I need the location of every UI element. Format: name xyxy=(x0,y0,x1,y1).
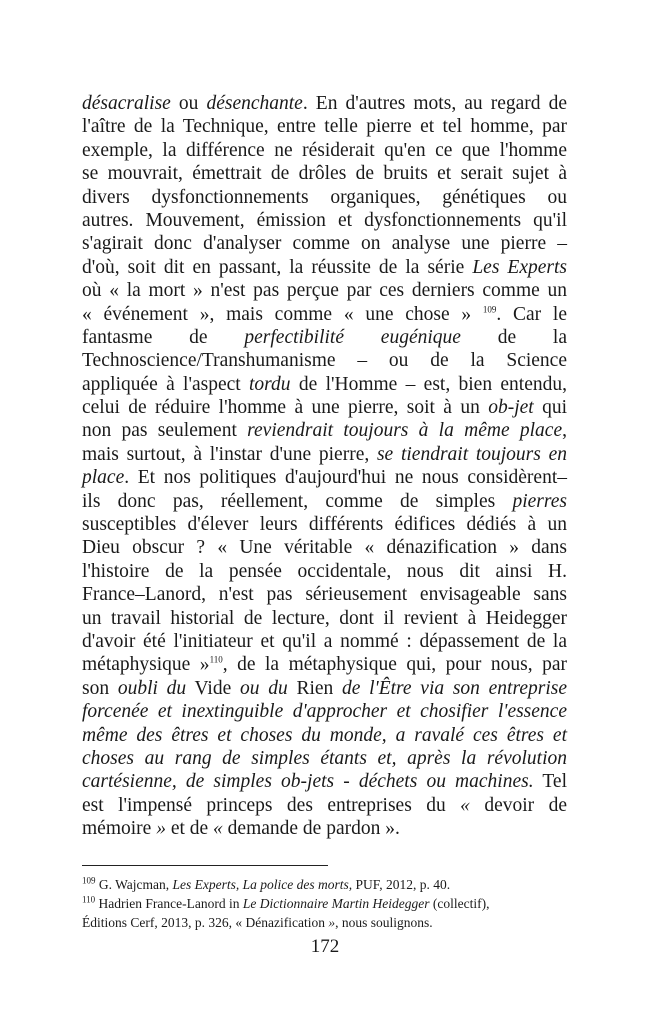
text-run: Tel xyxy=(533,771,567,793)
italic-text-run: désacralise xyxy=(82,93,171,114)
text-run: l'aître de la Technique, entre telle pierre et tel homme, par xyxy=(82,116,567,138)
text-run: s'agirait donc d'analyser comme on analyse une pierre – xyxy=(82,233,567,255)
text-line xyxy=(82,396,567,419)
text-line xyxy=(82,419,567,442)
text-line xyxy=(82,817,567,840)
italic-text-run: oubli du xyxy=(117,677,187,699)
text-line xyxy=(82,607,567,630)
italic-text-run: ob-jet xyxy=(488,397,534,419)
italic-text-run: « xyxy=(213,818,223,840)
text-line xyxy=(82,232,567,255)
text-run: (collectif), xyxy=(429,896,490,911)
text-run: de l'Homme – est, bien entendu, xyxy=(290,373,567,395)
text-run: qui xyxy=(533,397,568,419)
text-line xyxy=(82,162,567,185)
text-run: appliquée à l'aspect xyxy=(82,373,250,395)
text-run: son xyxy=(82,677,118,699)
text-line xyxy=(82,326,567,349)
italic-text-run: Le Dictionnaire Martin Heidegger xyxy=(242,896,430,911)
text-run: . Car le xyxy=(496,303,567,325)
text-run: . En d'autres mots, au regard de xyxy=(302,93,567,114)
text-line xyxy=(82,373,567,396)
text-run: Hadrien France-Lanord in xyxy=(95,896,243,911)
italic-text-run: forcenée et inextinguible d'approcher et chosifier l'essence xyxy=(82,701,567,723)
text-run: exemple, la différence ne résiderait qu'en ce que l'homme xyxy=(82,139,567,161)
text-line xyxy=(82,747,567,770)
text-run: se mouvrait, émettrait de drôles de bruits et serait sujet à xyxy=(82,163,567,185)
text-line xyxy=(82,630,567,653)
italic-text-run: de l'Être via son entreprise xyxy=(342,677,567,699)
text-run: PUF, 2012, p. 40. xyxy=(352,877,451,892)
text-line xyxy=(82,677,567,700)
italic-text-run: » xyxy=(328,915,336,930)
text-run: mais surtout, à l'instar d'une pierre, xyxy=(82,443,377,465)
text-run: Éditions Cerf, 2013, p. 326, « Dénazification xyxy=(82,915,329,930)
footnote-continuation xyxy=(82,913,567,932)
text-line xyxy=(82,139,567,162)
text-run: mémoire xyxy=(82,818,157,840)
footnote-110 xyxy=(82,894,567,913)
text-run: métaphysique » xyxy=(82,654,210,676)
footnote-reference: 109 xyxy=(482,304,497,315)
text-line xyxy=(82,92,567,115)
text-run: devoir de xyxy=(469,794,567,816)
text-line xyxy=(82,115,567,138)
text-line xyxy=(82,490,567,513)
text-line xyxy=(82,724,567,747)
text-line xyxy=(82,303,567,326)
text-line xyxy=(82,466,567,489)
text-line xyxy=(82,583,567,606)
text-run: un travail historial de lecture, dont il revient à Heidegger xyxy=(82,607,567,629)
text-run: d'avoir été l'initiateur et qu'il a nommé : dépassement de la xyxy=(82,630,567,652)
italic-text-run: se tiendrait toujours en xyxy=(376,443,568,465)
main-text-block xyxy=(82,92,567,841)
text-run: autres. Mouvement, émission et dysfonctionnements qu'il xyxy=(82,209,567,231)
text-line xyxy=(82,186,567,209)
italic-text-run: reviendrait toujours à la même place xyxy=(247,420,563,442)
footnote-109 xyxy=(82,875,567,894)
text-run: Technoscience/Transhumanisme – ou de la Science xyxy=(82,350,567,372)
text-line xyxy=(82,536,567,559)
text-run: susceptibles d'élever leurs différents édifices dédiés à un xyxy=(82,514,567,536)
text-run: ou xyxy=(170,93,207,114)
page-number: 172 xyxy=(310,936,340,957)
footnote-reference: 110 xyxy=(209,654,223,665)
text-run: et de xyxy=(165,818,214,840)
text-run: , nous soulignons. xyxy=(335,915,433,930)
text-line xyxy=(82,653,567,676)
italic-text-run: « xyxy=(460,794,470,816)
text-run: où « la mort » n'est pas perçue par ces derniers comme un xyxy=(82,280,567,302)
text-line xyxy=(82,560,567,583)
text-line xyxy=(82,770,567,793)
text-line xyxy=(82,279,567,302)
italic-text-run: Les Experts xyxy=(472,256,567,278)
text-line xyxy=(82,794,567,817)
text-run: d'où, soit dit en passant, la réussite de la série xyxy=(82,256,473,278)
text-run: l'histoire de la pensée occidentale, nous dit ainsi H. xyxy=(82,560,567,582)
text-run: demande de pardon ». xyxy=(222,818,400,840)
text-run: , xyxy=(562,420,567,442)
text-run: Vide xyxy=(186,677,240,699)
text-line xyxy=(82,513,567,536)
text-run: Rien xyxy=(287,677,342,699)
text-run: divers dysfonctionnements organiques, génétiques ou xyxy=(82,186,567,208)
italic-text-run: ou du xyxy=(239,677,288,699)
text-run: ils donc pas, réellement, comme de simples xyxy=(82,490,513,512)
italic-text-run: place xyxy=(82,467,125,489)
text-run: , de la métaphysique qui, pour nous, par xyxy=(222,654,568,676)
text-run: France–Lanord, n'est pas sérieusement envisageable sans xyxy=(82,584,567,606)
footnotes xyxy=(82,875,567,932)
text-run: . Et nos politiques d'aujourd'hui ne nous considèrent– xyxy=(124,467,567,489)
italic-text-run: choses au rang de simples étants et, après la révolution xyxy=(82,747,567,769)
text-run: « événement », mais comme « une chose » xyxy=(82,303,483,325)
text-line xyxy=(82,443,567,466)
text-run: est l'impensé princeps des entreprises du xyxy=(82,794,461,816)
italic-text-run: Les Experts, La police des morts, xyxy=(172,877,353,892)
footnote-separator xyxy=(82,865,328,866)
text-run: non pas seulement xyxy=(82,420,248,442)
footnote-number: 110 xyxy=(82,894,96,905)
italic-text-run: pierres xyxy=(512,490,567,512)
text-line xyxy=(82,209,567,232)
text-line xyxy=(82,349,567,372)
italic-text-run: » xyxy=(156,818,166,840)
italic-text-run: tordu xyxy=(249,373,291,395)
italic-text-run: perfectibilité eugénique xyxy=(244,326,461,348)
footnote-number: 109 xyxy=(82,875,96,886)
text-run: fantasme de xyxy=(82,326,245,348)
text-line xyxy=(82,256,567,279)
text-run: G. Wajcman, xyxy=(95,877,173,892)
text-run: Dieu obscur ? « Une véritable « dénazification » dans xyxy=(82,537,567,559)
italic-text-run: cartésienne, de simples ob-jets - déchets ou machines. xyxy=(82,771,534,793)
italic-text-run: désenchante xyxy=(206,93,303,114)
text-run: celui de réduire l'homme à une pierre, soit à un xyxy=(82,397,489,419)
text-line xyxy=(82,700,567,723)
italic-text-run: même des êtres et choses du monde, a ravalé ces êtres et xyxy=(82,724,567,746)
text-run: de la xyxy=(460,326,567,348)
